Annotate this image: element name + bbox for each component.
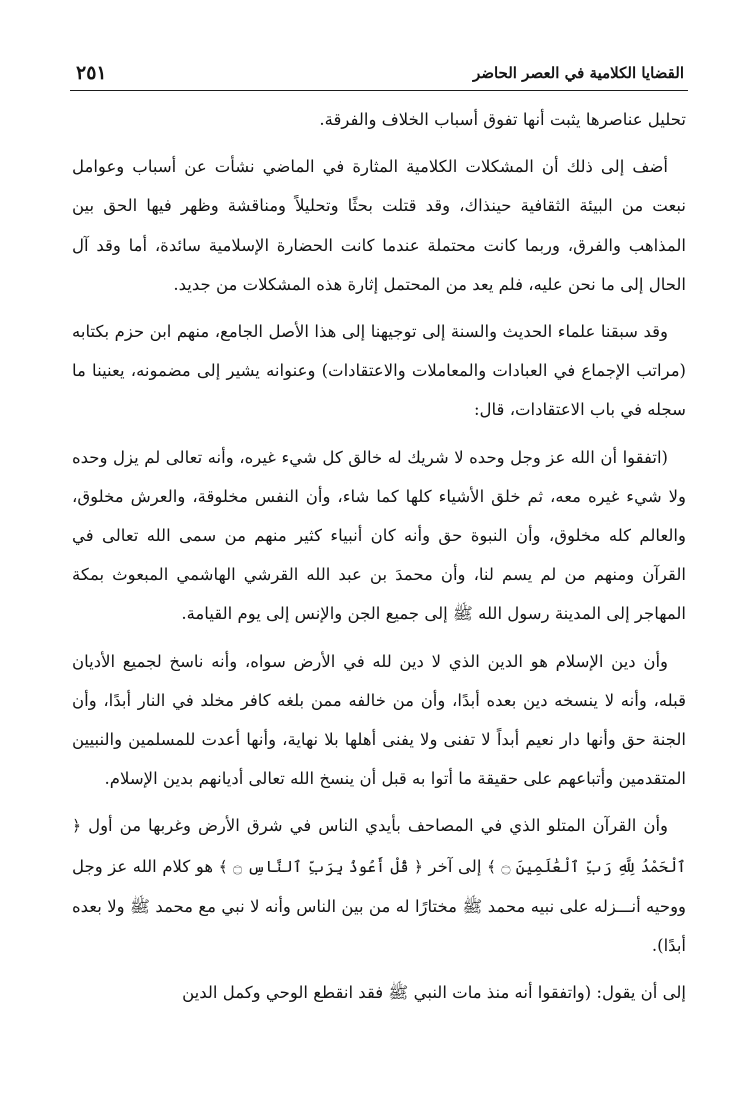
- paragraph-6-text-middle: إلى آخر: [422, 856, 488, 876]
- paragraph-6-text-before: وأن القرآن المتلو الذي في المصاحف بأيدي الناس في شرق الأرض وغربها من أول: [81, 816, 668, 836]
- quran-verse-nas: ﴿ قُلْ أَعُوذُ بِرَبِّ ٱلنَّاسِ ۝ ﴾: [218, 857, 423, 876]
- paragraph-7: إلى أن يقول: (واتفقوا أنه منذ مات النبي ﷺ فقد انقطع الوحي وكمل الدين: [182, 983, 686, 1003]
- paragraph-3: وقد سبقنا علماء الحديث والسنة إلى توجيهنا إلى هذا الأصل الجامع، منهم ابن حزم بكتابه (مراتب الإجماع في العبادات والمعاملات والاعتقادات) وعنوانه يشير إلى مضمونه، يعنينا ما سجله في باب الاعتقادات، قال:: [72, 322, 686, 420]
- paragraph-6: [72, 806, 686, 965]
- page-header: [70, 50, 688, 91]
- page-body: [72, 100, 686, 1020]
- paragraph-5: وأن دين الإسلام هو الدين الذي لا دين لله في الأرض سواه، وأنه ناسخ لجميع الأديان قبله، وأنه لا ينسخه دين بعده أبدًا، وأن من خالفه ممن بلغه كافر مخلد في النار أبدًا، وأن الجنة حق وأنها دار نعيم أبداً لا تفنى ولا يفنى أهلها بلا نهاية، وأنها أعدت للمسلمين والنبيين المتقدمين وأتباعهم على حقيقة ما أتوا به قبل أن ينسخ الله تعالى أديانهم بدين الإسلام.: [72, 651, 686, 789]
- running-title: القضايا الكلامية في العصر الحاضر: [472, 64, 684, 82]
- paragraph-2: أضف إلى ذلك أن المشكلات الكلامية المثارة في الماضي نشأت عن أسباب وعوامل نبعت من البيئة الثقافية حينذاك، وقد قتلت بحثًا وتحليلاً ومناقشة وظهر فيها الحق بين المذاهب والفرق، وربما كانت محتملة عندما كانت الحضارة الإسلامية سائدة، أما وقد آل الحال إلى ما نحن عليه، فلم يعد من المحتمل إثارة هذه المشكلات من جديد.: [72, 157, 686, 294]
- paragraph-6-text-after: هو كلام الله عز وجل ووحيه أنـــزله على نبيه محمد ﷺ مختارًا له من بين الناس وأنه لا نبي مع محمد ﷺ ولا بعده أبدًا).: [72, 856, 686, 956]
- page-number: ٢٥١: [76, 62, 107, 84]
- paragraph-4-quote: (اتفقوا أن الله عز وجل وحده لا شريك له خالق كل شيء غيره، وأنه تعالى لم يزل وحده ولا شيء غيره معه، ثم خلق الأشياء كلها كما شاء، وأن النفس مخلوقة، والعرش مخلوق، والعالم كله مخلوق، وأن النبوة حق وأنه كان أنبياء كثير منهم من سمى الله تعالى في القرآن ومنهم من لم يسم لنا، وأن محمدَ بن عبد الله القرشي الهاشمي المبعوث بمكة المهاجر إلى المدينة رسول الله ﷺ إلى جميع الجن والإنس إلى يوم القيامة.: [72, 447, 686, 624]
- paragraph-1: تحليل عناصرها يثبت أنها تفوق أسباب الخلاف والفرقة.: [319, 110, 686, 129]
- quran-verse-fatiha: ﴿ ٱلْحَمْدُ لِلَّهِ رَبِّ ٱلْعَٰلَمِينَ ۝ ﴾: [72, 817, 687, 876]
